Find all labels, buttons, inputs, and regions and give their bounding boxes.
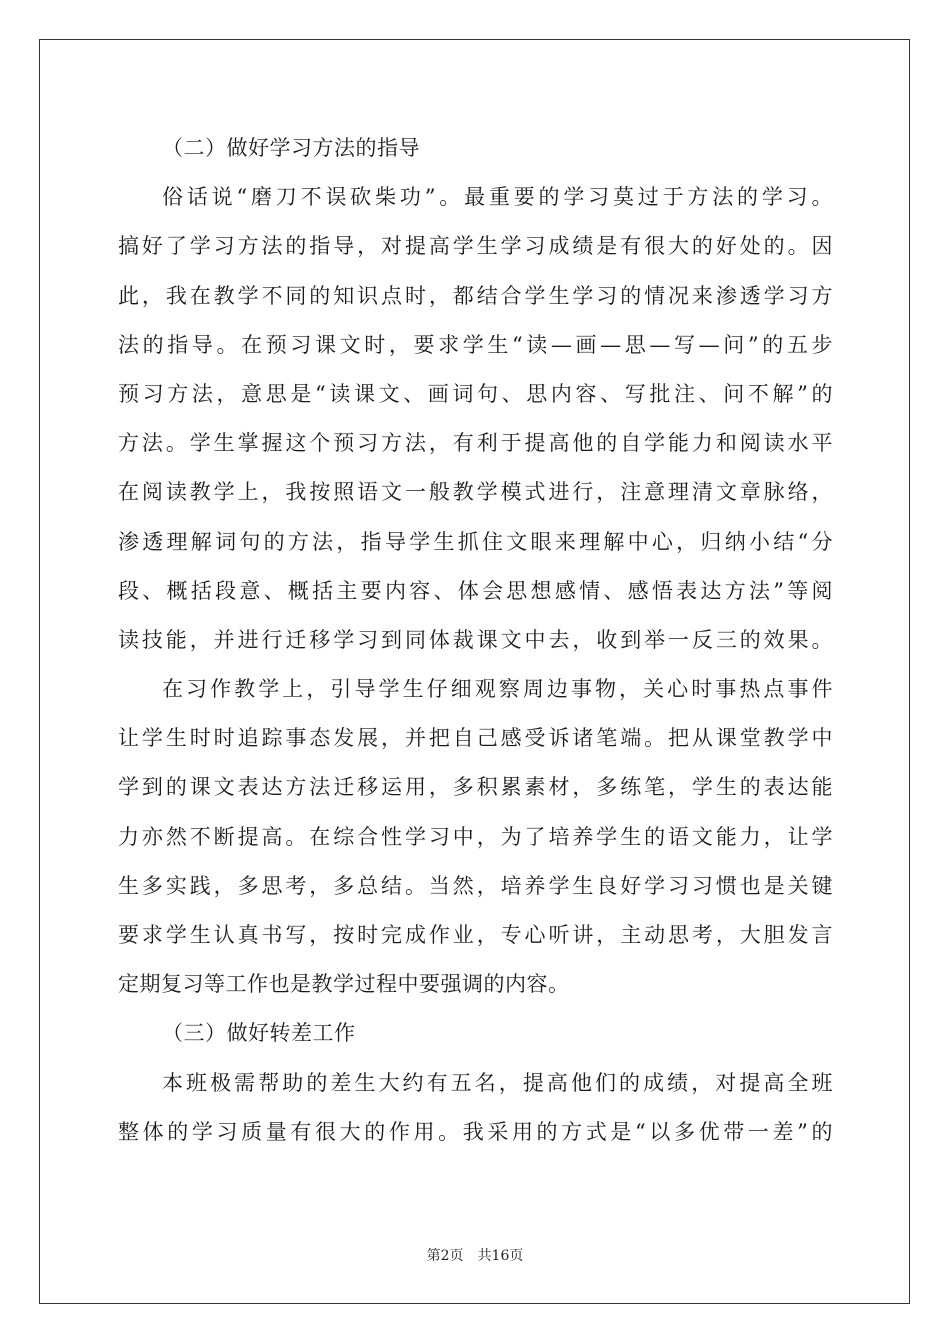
section-heading-3: （三）做好转差工作 <box>162 1021 356 1046</box>
paragraph-line: 预习方法，意思是“读课文、画词句、思内容、写批注、问不解”的 <box>118 381 833 406</box>
paragraph-line: 此，我在教学不同的知识点时，都结合学生学习的情况来渗透学习方 <box>118 283 833 308</box>
paragraph-line: 读技能，并进行迁移学习到同体裁课文中去，收到举一反三的效果。 <box>118 627 833 652</box>
paragraph-line: 本班极需帮助的差生大约有五名，提高他们的成绩，对提高全班 <box>162 1070 833 1095</box>
paragraph-line: 段、概括段意、概括主要内容、体会思想感情、感悟表达方法”等阅 <box>118 578 833 603</box>
paragraph-line: 渗透理解词句的方法，指导学生抓住文眼来理解中心，归纳小结“分 <box>118 529 833 554</box>
paragraph-line: 学到的课文表达方法迁移运用，多积累素材，多练笔，学生的表达能 <box>118 775 833 800</box>
paragraph-line: 在阅读教学上，我按照语文一般教学模式进行，注意理清文章脉络， <box>118 480 833 505</box>
paragraph-learning-methods <box>118 173 833 665</box>
page-total: 共16页 <box>477 1248 524 1264</box>
paragraph-struggling-students <box>118 1059 833 1157</box>
paragraph-line: 定期复习等工作也是教学过程中要强调的内容。 <box>118 972 570 997</box>
paragraph-line: 法的指导。在预习课文时，要求学生“读—画—思—写—问”的五步 <box>118 332 833 357</box>
section-heading-2: （二）做好学习方法的指导 <box>162 136 420 160</box>
paragraph-line: 在习作教学上，引导学生仔细观察周边事物，关心时事热点事件 <box>162 677 833 702</box>
paragraph-line: 方法。学生掌握这个预习方法，有利于提高他的自学能力和阅读水平 <box>118 431 833 456</box>
page-footer <box>0 1245 950 1265</box>
paragraph-line: 搞好了学习方法的指导，对提高学生学习成绩是有很大的好处的。因 <box>118 234 833 259</box>
paragraph-line: 力亦然不断提高。在综合性学习中，为了培养学生的语文能力，让学 <box>118 824 833 849</box>
document-body <box>118 124 833 1157</box>
paragraph-line: 要求学生认真书写，按时完成作业，专心听讲，主动思考，大胆发言 <box>118 923 833 947</box>
paragraph-writing-teaching <box>118 665 833 1009</box>
page-number: 第2页 <box>426 1248 464 1264</box>
paragraph-line: 让学生时时追踪事态发展，并把自己感受诉诸笔端。把从课堂教学中 <box>118 726 833 751</box>
paragraph-line: 生多实践，多思考，多总结。当然，培养学生良好学习习惯也是关键 <box>118 873 833 898</box>
paragraph-line: 俗话说“磨刀不误砍柴功”。最重要的学习莫过于方法的学习。 <box>162 185 833 210</box>
paragraph-line: 整体的学习质量有很大的作用。我采用的方式是“以多优带一差”的 <box>118 1119 833 1144</box>
